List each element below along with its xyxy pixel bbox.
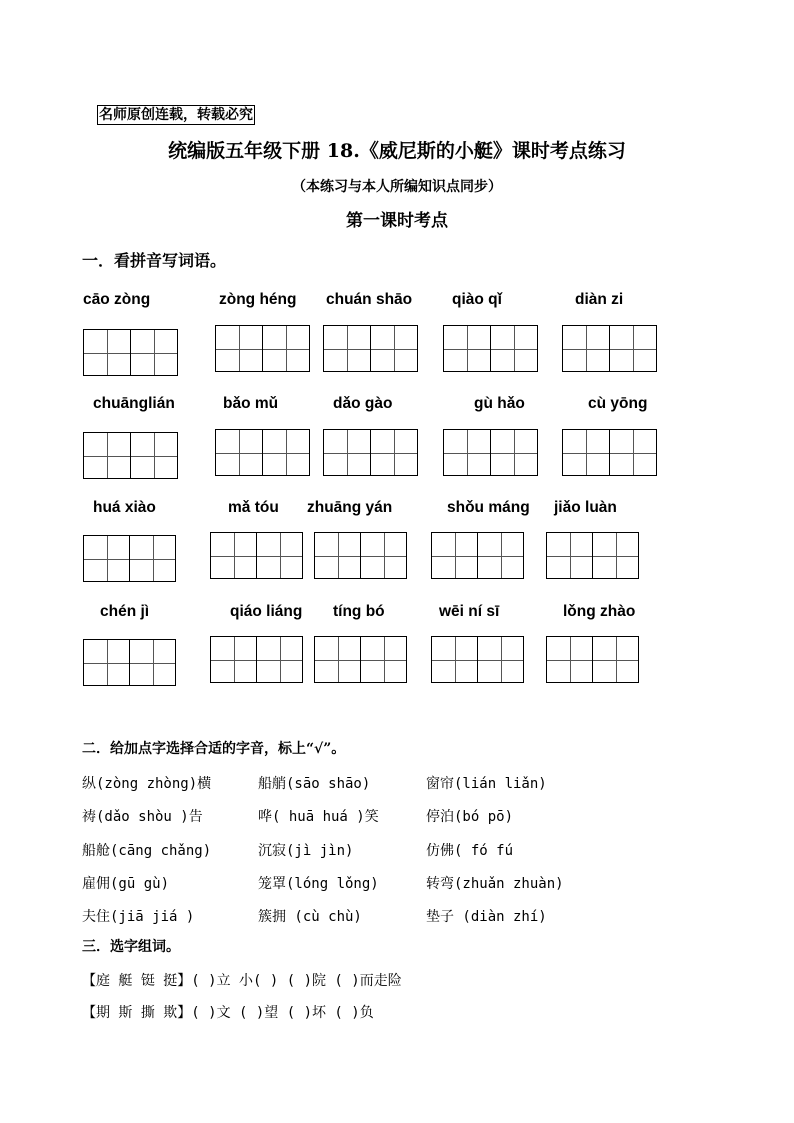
pinyin-label: chuán shāo xyxy=(326,291,413,308)
pronunciation-item[interactable]: 雇佣(gū gù) xyxy=(82,876,170,892)
pinyin-label: zhuāng yán xyxy=(307,499,393,516)
pinyin-label: chuānglián xyxy=(93,395,175,412)
pronunciation-item[interactable]: 窗帘(lián liǎn) xyxy=(426,776,547,792)
section-1-heading: 一．看拼音写词语。 xyxy=(82,251,227,270)
pinyin-label: cāo zòng xyxy=(83,291,151,308)
page-subtitle: （本练习与本人所编知识点同步） xyxy=(292,179,502,195)
writing-grid[interactable] xyxy=(83,639,176,686)
pronunciation-item[interactable]: 沉寂(jì jìn) xyxy=(258,843,354,859)
pinyin-label: dǎo gào xyxy=(333,395,393,412)
writing-grid[interactable] xyxy=(83,535,176,582)
pronunciation-item[interactable]: 船舱(cāng chǎng) xyxy=(82,843,212,859)
pronunciation-item[interactable]: 哗( huā huá )笑 xyxy=(258,809,379,825)
copyright-badge: 名师原创连载，转载必究 xyxy=(99,107,253,123)
pronunciation-item[interactable]: 纵(zòng zhòng)横 xyxy=(82,776,212,792)
writing-grid[interactable] xyxy=(210,532,303,579)
pinyin-label: wēi ní sī xyxy=(439,603,500,620)
writing-grid[interactable] xyxy=(431,636,524,683)
pronunciation-item[interactable]: 笼罩(lóng lǒng) xyxy=(258,876,379,892)
pronunciation-item[interactable]: 祷(dǎo shòu )告 xyxy=(82,809,203,825)
word-choice-row[interactable]: 【期 斯 撕 欺】( )文 ( )望 ( )坏 ( )负 xyxy=(82,1005,374,1021)
writing-grid[interactable] xyxy=(562,325,657,372)
pronunciation-item[interactable]: 夫住(jiā jiá ) xyxy=(82,909,195,925)
writing-grid[interactable] xyxy=(443,429,538,476)
pinyin-label: bǎo mǔ xyxy=(223,395,279,412)
writing-grid[interactable] xyxy=(215,429,310,476)
pinyin-label: qiáo liáng xyxy=(230,603,303,620)
pinyin-label: diàn zi xyxy=(575,291,624,308)
writing-grid[interactable] xyxy=(323,325,418,372)
writing-grid[interactable] xyxy=(562,429,657,476)
writing-grid[interactable] xyxy=(443,325,538,372)
pronunciation-item[interactable]: 停泊(bó pō) xyxy=(426,809,514,825)
writing-grid[interactable] xyxy=(83,329,178,376)
pinyin-label: huá xiào xyxy=(93,499,156,516)
pinyin-label: chén jì xyxy=(100,603,150,620)
writing-grid[interactable] xyxy=(546,532,639,579)
pronunciation-item[interactable]: 垫子 (diàn zhí) xyxy=(426,909,547,925)
pronunciation-item[interactable]: 仿佛( fó fú xyxy=(426,843,514,859)
writing-grid[interactable] xyxy=(215,325,310,372)
section-3-heading: 三．选字组词。 xyxy=(82,939,180,955)
pinyin-label: tíng bó xyxy=(333,603,385,620)
section-2-heading: 二．给加点字选择合适的字音，标上“√”。 xyxy=(82,741,346,757)
pronunciation-item[interactable]: 转弯(zhuǎn zhuàn) xyxy=(426,876,564,892)
writing-grid[interactable] xyxy=(314,636,407,683)
page-title: 统编版五年级下册 18.《威尼斯的小艇》课时考点练习 xyxy=(168,140,626,162)
pinyin-label: zòng héng xyxy=(219,291,297,308)
pinyin-label: gù hǎo xyxy=(474,395,525,412)
pronunciation-item[interactable]: 船艄(sāo shāo) xyxy=(258,776,371,792)
lesson-heading: 第一课时考点 xyxy=(346,211,448,231)
writing-grid[interactable] xyxy=(83,432,178,479)
writing-grid[interactable] xyxy=(431,532,524,579)
writing-grid[interactable] xyxy=(314,532,407,579)
pinyin-label: mǎ tóu xyxy=(228,499,279,516)
writing-grid[interactable] xyxy=(323,429,418,476)
pinyin-label: shǒu máng xyxy=(447,499,530,516)
pinyin-label: cù yōng xyxy=(588,395,648,412)
writing-grid[interactable] xyxy=(546,636,639,683)
pinyin-label: jiǎo luàn xyxy=(554,499,617,516)
word-choice-row[interactable]: 【庭 艇 铤 挺】( )立 小( ) ( )院 ( )而走险 xyxy=(82,973,402,989)
writing-grid[interactable] xyxy=(210,636,303,683)
pronunciation-item[interactable]: 簇拥 (cù chù) xyxy=(258,909,362,925)
pinyin-label: lǒng zhào xyxy=(563,603,636,620)
pinyin-label: qiào qǐ xyxy=(452,291,502,308)
